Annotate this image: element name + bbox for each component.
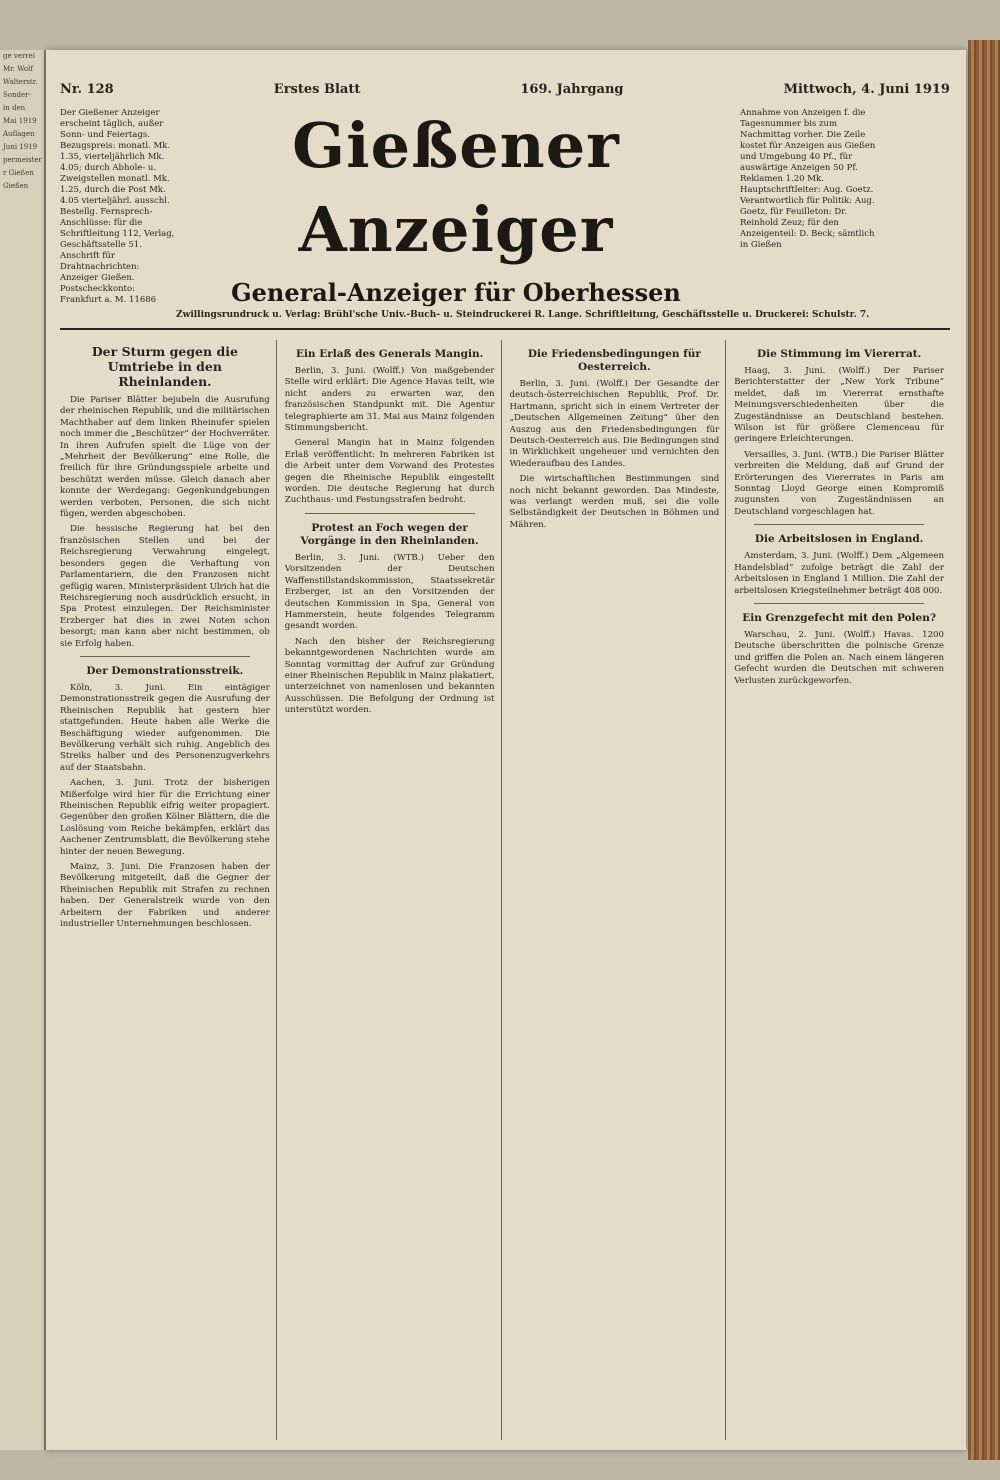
column-separator <box>80 656 250 657</box>
article-paragraph: Die Pariser Blätter bejubeln die Ausrufung der rheinischen Republik, und die militärischen Machthaber auf dem linken Rheinufer spielen noch immer die „Beschützer“ der Hochverräter. In ihren Aufrufen spielt die Lüge von der „Mehrheit der Bevölkerung“ eine Rolle, die freilich für ihre Gründungsspiele arbeite und beschützt werden müsse. Gleich danach aber konnte der Werdegang: Gegenkundgebungen werden verboten, Personen, die sich nicht fügen, werden abgeschoben. <box>60 395 270 520</box>
strip-line: r Gießen <box>3 169 34 177</box>
strip-line: Sonder- <box>3 91 31 99</box>
article-paragraph: Mainz, 3. Juni. Die Franzosen haben der Bevölkerung mitgeteilt, daß die Gegner der Rheinischen Republik mit Strafen zu rechnen haben. Der Generalstreik wurde von den Arbeitern der Fabriken und anderer industrieller Unternehmungen beschlossen. <box>60 862 270 930</box>
masthead <box>176 104 736 307</box>
column-separator <box>754 603 924 604</box>
article-headline: Die Stimmung im Viererrat. <box>756 348 922 360</box>
book-binding-edge <box>968 40 1000 1460</box>
newspaper-subtitle: General-Anzeiger für Oberhessen <box>231 278 681 307</box>
article-paragraph: Aachen, 3. Juni. Trotz der bisherigen Mißerfolge wird hier für die Errichtung einer Rheinischen Republik eifrig weiter propagiert. Gegenüber den großen Kölner Blättern, die die Loslösung vom Reiche bekämpfen, erklärt das Aachener Zentrumsblatt, die Bevölkerung stehe hinter der neuen Bewegung. <box>60 778 270 857</box>
volume-label: 169. Jahrgang <box>520 82 624 97</box>
strip-line: ge verrei <box>3 52 36 60</box>
article-headline: Protest an Foch wegen der Vorgänge in den Rheinlanden. <box>300 521 479 547</box>
publisher-line: Zwillingsrundruck u. Verlag: Brühl'sche Univ.-Buch- u. Steindruckerei R. Lange. Schriftleitung, Geschäftsstelle u. Druckerei: Schulstr. 7. <box>176 310 870 320</box>
header-rule <box>60 328 950 330</box>
article-headline: Die Friedensbedingungen für Oesterreich. <box>527 348 701 373</box>
sheet-label: Erstes Blatt <box>273 82 361 97</box>
subscription-info: Der Gießener Anzeiger erscheint täglich, außer Sonn- und Feiertags. Bezugspreis: monatl. Mk. 1.35, vierteljährlich Mk. 4.05; durch Abhole- u. Zweigstellen monatl. Mk. 1.25, durch die Post Mk. 4.05 vierteljährl. ausschl. Bestellg. Fernsprech-Anschlüsse: für die Schriftleitung 112, Verlag, Geschäftsstelle 51. Anschrift für Drahtnachrichten: Anzeiger Gießen. Postscheckkonto: Frankfurt a. M. 11686 <box>60 108 175 305</box>
article-columns <box>60 340 950 1440</box>
strip-line: Gießen <box>3 182 29 190</box>
advertising-info: Annahme von Anzeigen f. die Tagesnummer bis zum Nachmittag vorher. Die Zeile kostet für Anzeigen aus Gießen und Umgebung 40 Pf., für auswärtige Anzeigen 50 Pf. Reklamen 1.20 Mk. Hauptschriftleiter: Aug. Goetz. Verantwortlich für Politik: Aug. Goetz, für Feuilleton: Dr. Reinhold Zeuz; für den Anzeigenteil: D. Beck; sämtlich in Gießen <box>740 108 876 250</box>
strip-line: Auflagen <box>3 130 35 138</box>
article-paragraph: Nach den bisher der Reichsregierung bekanntgewordenen Nachrichten wurde am Sonntag vormittag der Aufruf zur Gründung einer Rheinischen Republik in Mainz plakatiert, unterzeichnet von namenlosen und bekannten Ausschüssen. Die Befolgung der Ordnung ist unterstützt worden. <box>284 636 495 716</box>
column-separator <box>754 524 924 525</box>
strip-line: Mai 1919 <box>3 117 37 125</box>
header-bar <box>60 82 950 102</box>
article-headline: Der Demonstrationsstreik. <box>86 664 244 677</box>
article-headline: Der Sturm gegen die Umtriebe in den Rheinlanden. <box>91 344 238 389</box>
issue-date: Mittwoch, 4. Juni 1919 <box>783 82 950 97</box>
strip-line: Juni 1919 <box>3 143 38 151</box>
article-paragraph: Berlin, 3. Juni. (Wolff.) Von maßgebender Stelle wird erklärt: Die Agence Havas teilt, wie nicht anders zu erwarten war, den französischen Standpunkt mit. Die Agentur telegraphierte am 31. Mai aus Mainz folgenden Stimmungsbericht. <box>284 366 495 434</box>
article-paragraph: Berlin, 3. Juni. (WTB.) Ueber den Vorsitzenden der Deutschen Waffenstillstandskommission, Staatssekretär Erzberger, ist an den Vorsitzenden der deutschen Kommission in Spa, General von Hammerstein, heute folgendes Telegramm gesandt worden. <box>284 552 495 632</box>
column-3 <box>510 340 727 1440</box>
article-paragraph: Köln, 3. Juni. Ein eintägiger Demonstrationsstreik gegen die Ausrufung der Rheinischen Republik hat gestern hier stattgefunden. Heute haben alle Werke die Beschäftigung wieder aufgenommen. Die Bevölkerung verhält sich ruhig. Angeblich des Streiks halber und des Personenzugverkehrs auf der Staatsbahn. <box>60 682 270 773</box>
strip-line: permeister <box>3 156 42 164</box>
column-1 <box>60 340 277 1440</box>
article-paragraph: Versailles, 3. Juni. (WTB.) Die Pariser Blätter verbreiten die Meldung, daß auf Grund der Erörterungen des Viererrates in Paris am Sonntag Lloyd George einen Kompromiß zugunsten von Zugeständnissen an Deutschland vorgeschlagen hat. <box>734 449 944 517</box>
article-headline: Ein Grenzgefecht mit den Polen? <box>742 611 937 624</box>
column-4 <box>734 340 950 1440</box>
column-separator <box>305 513 475 514</box>
article-paragraph: Amsterdam, 3. Juni. (Wolff.) Dem „Algemeen Handelsblad“ zufolge beträgt die Zahl der Arbeitslosen in England 1 Million. Die Zahl der arbeitslosen Kriegsteilnehmer beträgt 408 000. <box>734 551 944 596</box>
article-headline: Die Arbeitslosen in England. <box>754 533 924 546</box>
strip-line: in den <box>3 104 26 112</box>
article-paragraph: General Mangin hat in Mainz folgenden Erlaß veröffentlicht: In mehreren Fabriken ist die Arbeit unter dem Vorwand des Protestes gegen die Rheinische Republik eingestellt worden. Die deutsche Regierung hat durch Zuchthaus- und Festungsstrafen bedroht. <box>284 438 495 506</box>
article-paragraph: Berlin, 3. Juni. (Wolff.) Der Gesandte der deutsch-österreichischen Republik, Prof. Dr. Hartmann, spricht sich in einem Vertreter der „Deutschen Allgemeinen Zeitung“ über den Auszug aus den Friedensbedingungen für Deutsch-Oesterreich aus. Die Bedingungen sind in Wirklichkeit ungeheuer und vernichten den Wiederaufbau des Landes. <box>509 379 720 469</box>
newspaper-page <box>46 50 966 1450</box>
adjacent-page-strip <box>0 50 46 1450</box>
article-headline: Ein Erlaß des Generals Mangin. <box>295 348 484 360</box>
article-paragraph: Die wirtschaftlichen Bestimmungen sind noch nicht bekannt geworden. Das Mindeste, was verlangt werden muß, sei die volle Selbständigkeit der Deutschen in Böhmen und Mähren. <box>509 474 720 530</box>
issue-number: Nr. 128 <box>60 82 114 97</box>
strip-line: Mr. Wolf <box>3 65 33 73</box>
article-paragraph: Haag, 3. Juni. (Wolff.) Der Pariser Berichterstatter der „New York Tribune“ meldet, daß im Viererrat ernsthafte Meinungsverschiedenheiten über die Zugeständnisse an Deutschland bestehen. Wilson ist für größere Clemenceau für geringere Erleichterungen. <box>734 366 944 445</box>
strip-line: Walterstr. <box>3 78 38 86</box>
column-2 <box>285 340 502 1440</box>
newspaper-title: Gießener Anzeiger <box>292 109 620 266</box>
article-paragraph: Die hessische Regierung hat bei den französischen Stellen und bei der Reichsregierung Verwahrung eingelegt, besonders gegen die Verhaftung von Parlamentariern, die den Franzosen nicht gefügig waren. Ministerpräsident Ulrich hat die Reichsregierung noch ausdrücklich ersucht, in Spa Protest einzulegen. Der Reichsminister Erzberger hat dies in zwei Noten schon besorgt; man kann aber nicht bestimmen, ob sie Erfolg haben. <box>60 524 270 649</box>
article-paragraph: Warschau, 2. Juni. (Wolff.) Havas. 1200 Deutsche überschritten die polnische Grenze und griffen die Polen an. Nach einem längeren Gefecht wurden die Deutschen mit schweren Verlusten zurückgeworfen. <box>734 629 944 686</box>
